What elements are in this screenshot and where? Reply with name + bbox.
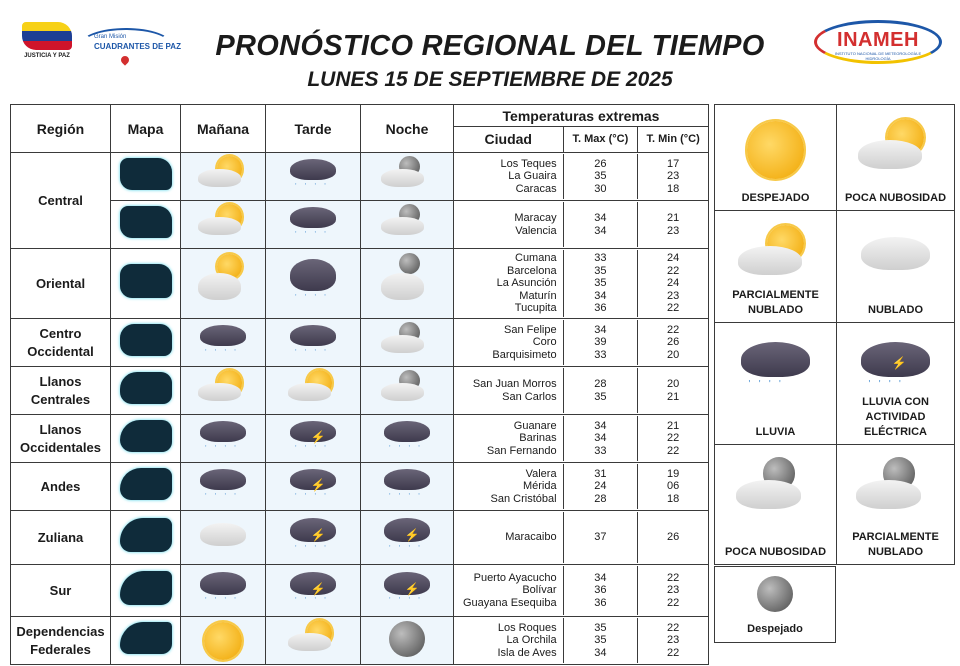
table-row bbox=[11, 249, 709, 319]
table-row bbox=[11, 617, 709, 665]
forecast-afternoon bbox=[266, 153, 361, 201]
temp-min: 22 bbox=[667, 596, 680, 609]
city-name: San Carlos bbox=[502, 390, 557, 403]
city-name: La Asunción bbox=[496, 277, 557, 290]
forecast-night bbox=[361, 617, 454, 665]
storm-icon: ' ' ' ' ⚡ bbox=[377, 565, 437, 611]
partly-cloudy-icon bbox=[193, 153, 253, 195]
temp-min: 23 bbox=[667, 634, 680, 647]
storm-icon: ' ' ' ' ⚡ bbox=[283, 565, 343, 611]
cloudy-icon bbox=[851, 219, 941, 289]
forecast-afternoon bbox=[266, 367, 361, 415]
region-map bbox=[111, 565, 181, 617]
rain-icon: ' ' ' ' bbox=[377, 415, 437, 457]
temp-min: 21 bbox=[667, 419, 680, 432]
temp-min: 26 bbox=[667, 336, 680, 349]
sunny-icon bbox=[193, 617, 253, 659]
table-row bbox=[11, 367, 709, 415]
temp-min: 19 bbox=[667, 467, 680, 480]
region-map-icon bbox=[120, 420, 172, 452]
temp-min: 18 bbox=[667, 182, 680, 195]
temp-max: 24 bbox=[594, 480, 607, 493]
header-tmax: T. Max (°C) bbox=[564, 127, 639, 152]
region-name: Andes bbox=[11, 463, 111, 511]
page-date: LUNES 15 DE SEPTIEMBRE DE 2025 bbox=[307, 68, 673, 91]
forecast-morning bbox=[181, 463, 266, 511]
temp-min: 17 bbox=[667, 157, 680, 170]
forecast-morning bbox=[181, 617, 266, 665]
temp-min: 06 bbox=[667, 480, 680, 493]
partly-cloudy-icon bbox=[283, 367, 343, 409]
rain-icon: ' ' ' ' bbox=[283, 319, 343, 361]
city-name: San Fernando bbox=[486, 444, 557, 457]
city-name: Maracay bbox=[514, 212, 557, 225]
temp-min: 22 bbox=[667, 621, 680, 634]
forecast-morning bbox=[181, 249, 266, 319]
city-name: Guanare bbox=[513, 419, 557, 432]
region-map bbox=[111, 415, 181, 463]
temp-min: 24 bbox=[667, 252, 680, 265]
region-map-icon bbox=[120, 571, 172, 605]
temp-min: 20 bbox=[667, 348, 680, 361]
forecast-night bbox=[361, 367, 454, 415]
temp-max: 28 bbox=[594, 378, 607, 391]
table-row bbox=[11, 565, 709, 617]
legend-item bbox=[715, 445, 837, 565]
city-name: Maracaibo bbox=[505, 531, 557, 544]
header-night: Noche bbox=[361, 105, 454, 153]
region-map-icon bbox=[120, 518, 172, 552]
storm-icon: ' ' ' ' ⚡ bbox=[377, 511, 437, 559]
rain-icon: ' ' ' ' bbox=[283, 153, 343, 195]
region-map bbox=[111, 249, 181, 319]
cloudy-icon bbox=[193, 511, 253, 559]
rain-icon: ' ' ' ' bbox=[193, 319, 253, 361]
night-partly-icon bbox=[377, 319, 437, 361]
temp-max: 34 bbox=[594, 323, 607, 336]
night-partly-icon bbox=[851, 453, 941, 523]
region-map-icon bbox=[120, 468, 172, 500]
rain-icon: ' ' ' ' bbox=[193, 415, 253, 457]
temp-min: 18 bbox=[667, 492, 680, 505]
table-row bbox=[11, 511, 709, 565]
header-temperatures: Temperaturas extremas Ciudad T. Max (°C) T. Min (°C) bbox=[454, 105, 709, 153]
region-map bbox=[111, 153, 181, 201]
header-morning: Mañana bbox=[181, 105, 266, 153]
forecast-afternoon bbox=[266, 463, 361, 511]
legend-item bbox=[715, 323, 837, 445]
temp-max: 34 bbox=[594, 571, 607, 584]
temp-min: 21 bbox=[667, 390, 680, 403]
city-name: San Juan Morros bbox=[472, 378, 557, 391]
temp-min: 23 bbox=[667, 224, 680, 237]
city-name: San Cristóbal bbox=[490, 492, 557, 505]
forecast-morning bbox=[181, 319, 266, 367]
city-name: Isla de Aves bbox=[497, 646, 557, 659]
rain-icon: ' ' ' ' bbox=[731, 331, 821, 401]
temp-min: 21 bbox=[667, 212, 680, 225]
night-partly-icon bbox=[377, 367, 437, 409]
region-name: Oriental bbox=[11, 249, 111, 319]
partly-cloudy-icon bbox=[731, 219, 821, 289]
temp-max: 35 bbox=[594, 621, 607, 634]
city-name: Barcelona bbox=[507, 264, 557, 277]
night-few-icon bbox=[731, 453, 821, 523]
table-row bbox=[11, 319, 709, 367]
city-name: Mérida bbox=[522, 480, 557, 493]
region-name: Llanos Centrales bbox=[11, 367, 111, 415]
city-name: Valencia bbox=[515, 224, 557, 237]
inameh-logo: INAMEH INSTITUTO NACIONAL DE METEOROLOGÍA E HIDROLOGÍA bbox=[814, 20, 942, 66]
legend-item bbox=[715, 211, 837, 323]
city-name: Los Teques bbox=[500, 157, 557, 170]
header-map: Mapa bbox=[111, 105, 181, 153]
temp-max: 33 bbox=[594, 348, 607, 361]
region-map-icon bbox=[120, 372, 172, 404]
city-name: Caracas bbox=[515, 182, 557, 195]
forecast-night bbox=[361, 565, 454, 617]
forecast-night bbox=[361, 319, 454, 367]
forecast-afternoon bbox=[266, 415, 361, 463]
temp-min: 20 bbox=[667, 378, 680, 391]
city-name: La Guaira bbox=[508, 170, 557, 183]
region-map-icon bbox=[120, 324, 172, 356]
temp-min: 24 bbox=[667, 277, 680, 290]
temp-max: 30 bbox=[594, 182, 607, 195]
table-row bbox=[11, 201, 709, 249]
legend-item bbox=[837, 211, 955, 323]
legend-label: PARCIALMENTE NUBLADO bbox=[852, 531, 939, 558]
temp-max: 39 bbox=[594, 336, 607, 349]
temp-max: 35 bbox=[594, 170, 607, 183]
temp-max: 28 bbox=[594, 492, 607, 505]
temp-min: 22 bbox=[667, 646, 680, 659]
city-name: Puerto Ayacucho bbox=[473, 571, 557, 584]
temp-max: 33 bbox=[594, 252, 607, 265]
forecast-afternoon bbox=[266, 249, 361, 319]
header-region: Región bbox=[11, 105, 111, 153]
forecast-afternoon bbox=[266, 617, 361, 665]
legend-item bbox=[837, 445, 955, 565]
night-partly-icon bbox=[377, 153, 437, 195]
region-map bbox=[111, 319, 181, 367]
forecast-afternoon bbox=[266, 319, 361, 367]
temp-max: 36 bbox=[594, 302, 607, 315]
region-name: Centro Occidental bbox=[11, 319, 111, 367]
temp-min: 23 bbox=[667, 170, 680, 183]
temp-min: 22 bbox=[667, 571, 680, 584]
city-name: Bolívar bbox=[522, 584, 557, 597]
legend-label: Despejado bbox=[747, 623, 803, 635]
temp-max: 35 bbox=[594, 634, 607, 647]
forecast-table bbox=[10, 104, 709, 665]
partly-cloudy-icon bbox=[193, 249, 253, 313]
storm-icon: ' ' ' ' ⚡ bbox=[283, 463, 343, 505]
temp-min: 22 bbox=[667, 302, 680, 315]
temp-min: 22 bbox=[667, 323, 680, 336]
partly-cloudy-icon bbox=[193, 367, 253, 409]
city-name: Los Roques bbox=[497, 621, 557, 634]
temp-max: 34 bbox=[594, 419, 607, 432]
temp-max: 34 bbox=[594, 432, 607, 445]
region-map-icon bbox=[120, 622, 172, 654]
city-name: La Orchila bbox=[506, 634, 557, 647]
region-name: Zuliana bbox=[11, 511, 111, 565]
region-map bbox=[111, 511, 181, 565]
forecast-night bbox=[361, 153, 454, 201]
legend-label: POCA NUBOSIDAD bbox=[724, 546, 827, 558]
city-name: Barquisimeto bbox=[492, 348, 557, 361]
cuadrantes-de-paz-logo: Gran Misión CUADRANTES DE PAZ bbox=[80, 24, 172, 64]
forecast-afternoon bbox=[266, 565, 361, 617]
temp-max: 26 bbox=[594, 157, 607, 170]
forecast-rows bbox=[11, 153, 709, 665]
night-partly-icon bbox=[377, 201, 437, 243]
header-afternoon: Tarde bbox=[266, 105, 361, 153]
header-tmin: T. Min (°C) bbox=[646, 133, 700, 145]
region-map bbox=[111, 617, 181, 665]
city-name: San Felipe bbox=[503, 323, 557, 336]
forecast-morning bbox=[181, 511, 266, 565]
temp-min: 22 bbox=[667, 444, 680, 457]
forecast-night bbox=[361, 463, 454, 511]
temp-min: 26 bbox=[667, 531, 680, 544]
moon-icon bbox=[745, 571, 805, 621]
storm-icon: ' ' ' ' ⚡ bbox=[283, 415, 343, 457]
night-partly-icon bbox=[377, 249, 437, 313]
few-clouds-icon bbox=[851, 113, 941, 183]
forecast-morning bbox=[181, 201, 266, 249]
forecast-night bbox=[361, 201, 454, 249]
region-map-icon bbox=[120, 158, 172, 190]
legend-item bbox=[715, 105, 837, 211]
temp-min: 22 bbox=[667, 264, 680, 277]
region-map-icon bbox=[120, 264, 172, 298]
temp-min: 23 bbox=[667, 289, 680, 302]
temp-max: 31 bbox=[594, 467, 607, 480]
region-map-icon bbox=[120, 206, 172, 238]
forecast-night bbox=[361, 415, 454, 463]
legend-label: NUBLADO bbox=[868, 304, 923, 316]
city-name: Barinas bbox=[519, 432, 557, 445]
temp-max: 34 bbox=[594, 646, 607, 659]
legend-label: LLUVIA bbox=[755, 426, 796, 438]
table-row bbox=[11, 463, 709, 511]
sunny-icon bbox=[731, 113, 821, 183]
city-name: Coro bbox=[532, 336, 557, 349]
region-map bbox=[111, 201, 181, 249]
header-city: Ciudad bbox=[454, 127, 564, 152]
legend-label: PARCIALMENTE NUBLADO bbox=[732, 289, 819, 316]
forecast-morning bbox=[181, 153, 266, 201]
region-name: Llanos Occidentales bbox=[11, 415, 111, 463]
rain-icon: ' ' ' ' bbox=[283, 201, 343, 243]
rain-icon: ' ' ' ' bbox=[377, 463, 437, 505]
temp-max: 34 bbox=[594, 289, 607, 302]
temp-max: 37 bbox=[594, 531, 607, 544]
forecast-morning bbox=[181, 415, 266, 463]
forecast-afternoon bbox=[266, 201, 361, 249]
region-name: Sur bbox=[11, 565, 111, 617]
legend-label: DESPEJADO bbox=[741, 192, 810, 204]
region-map bbox=[111, 367, 181, 415]
temp-max: 36 bbox=[594, 596, 607, 609]
temp-max: 35 bbox=[594, 264, 607, 277]
region-map bbox=[111, 463, 181, 511]
justicia-y-paz-logo bbox=[18, 22, 76, 64]
forecast-afternoon bbox=[266, 511, 361, 565]
temp-min: 23 bbox=[667, 584, 680, 597]
legend-item-clear-night bbox=[714, 566, 836, 643]
region-name: Central bbox=[11, 153, 111, 249]
venezuela-flag-icon bbox=[22, 22, 72, 50]
storm-icon: ' ' ' ' ⚡ bbox=[851, 331, 941, 401]
city-name: Maturín bbox=[519, 289, 557, 302]
temp-max: 34 bbox=[594, 224, 607, 237]
forecast-morning bbox=[181, 367, 266, 415]
legend-item bbox=[837, 105, 955, 211]
temp-max: 33 bbox=[594, 444, 607, 457]
city-name: Valera bbox=[525, 467, 557, 480]
forecast-morning bbox=[181, 565, 266, 617]
temp-max: 34 bbox=[594, 212, 607, 225]
temp-max: 35 bbox=[594, 277, 607, 290]
temp-max: 35 bbox=[594, 390, 607, 403]
partly-cloudy-icon bbox=[283, 617, 343, 659]
city-name: Guayana Esequiba bbox=[463, 596, 557, 609]
rain-icon: ' ' ' ' bbox=[193, 565, 253, 611]
moon-icon bbox=[377, 617, 437, 659]
table-row bbox=[11, 153, 709, 201]
partly-cloudy-icon bbox=[193, 201, 253, 243]
forecast-night bbox=[361, 511, 454, 565]
temp-max: 36 bbox=[594, 584, 607, 597]
legend-label: POCA NUBOSIDAD bbox=[844, 192, 947, 204]
rain-icon: ' ' ' ' bbox=[283, 249, 343, 313]
city-name: Cumana bbox=[515, 252, 557, 265]
header bbox=[0, 0, 960, 100]
table-row bbox=[11, 415, 709, 463]
forecast-night bbox=[361, 249, 454, 319]
region-name: Dependencias Federales bbox=[11, 617, 111, 665]
storm-icon: ' ' ' ' ⚡ bbox=[283, 511, 343, 559]
city-name: Tucupita bbox=[514, 302, 557, 315]
rain-icon: ' ' ' ' bbox=[193, 463, 253, 505]
legend-table bbox=[714, 104, 955, 565]
legend-label: LLUVIA CON ACTIVIDAD ELÉCTRICA bbox=[862, 396, 929, 438]
page-title: PRONÓSTICO REGIONAL DEL TIEMPO bbox=[215, 30, 765, 62]
temp-min: 22 bbox=[667, 432, 680, 445]
logo-left-caption: JUSTICIA Y PAZ bbox=[24, 53, 70, 59]
legend-item bbox=[837, 323, 955, 445]
